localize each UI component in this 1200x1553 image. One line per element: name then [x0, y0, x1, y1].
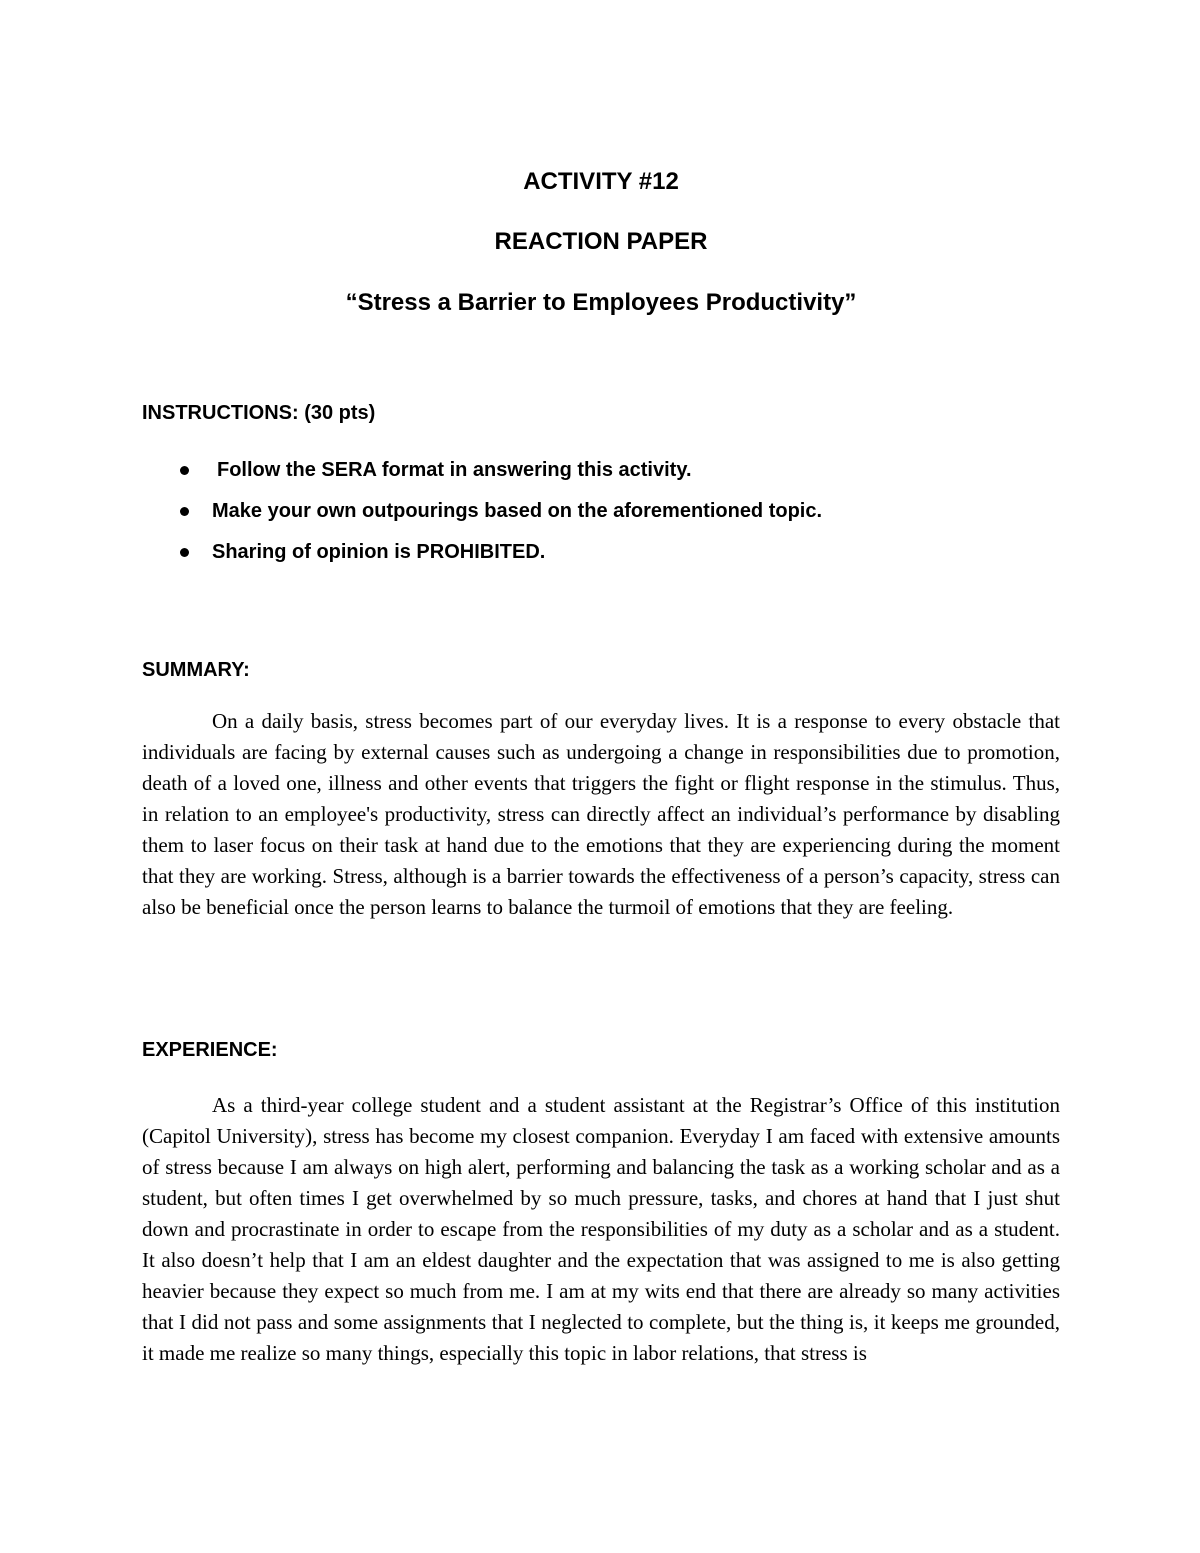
- topic-title: “Stress a Barrier to Employees Productivity”: [345, 289, 857, 316]
- instructions-list: [142, 458, 1060, 581]
- experience-paragraph: As a third-year college student and a student assistant at the Registrar’s Office of this institution (Capitol University), stress has become my closest companion. Everyday I am faced with extensive amounts of stress because I am always on high alert, performing and balancing the task as a working scholar and as a student, but often times I get overwhelmed by so much pressure, tasks, and chores at hand that I just shut down and procrastinate in order to escape from the responsibilities of my duty as a scholar and as a student. It also doesn’t help that I am an eldest daughter and the expectation that was assigned to me is also getting heavier because they expect so much from me. I am at my wits end that there are already so many activities that I did not pass and some assignments that I neglected to complete, but the thing is, it keeps me grounded, it made me realize so many things, especially this topic in labor relations, that stress is: [142, 1093, 1060, 1365]
- bullet-icon: [180, 507, 189, 516]
- activity-title: ACTIVITY #12: [523, 168, 679, 195]
- instruction-item: [142, 540, 1060, 581]
- bullet-icon: [180, 548, 189, 557]
- experience-label: EXPERIENCE:: [142, 1039, 278, 1061]
- summary-paragraph: On a daily basis, stress becomes part of our everyday lives. It is a response to every obstacle that individuals are facing by external causes such as undergoing a change in responsibilities due to promotion, death of a loved one, illness and other events that triggers the fight or flight response in the stimulus. Thus, in relation to an employee's productivity, stress can directly affect an individual’s performance by disabling them to laser focus on their task at hand due to the emotions that they are experiencing during the moment that they are working. Stress, although is a barrier towards the effectiveness of a person’s capacity, stress can also be beneficial once the person learns to balance the turmoil of emotions that they are feeling.: [142, 709, 1060, 919]
- document-page: [142, 0, 1060, 1553]
- instruction-item: [142, 458, 1060, 499]
- instruction-item: [142, 499, 1060, 540]
- bullet-icon: [180, 466, 189, 475]
- instruction-text: Sharing of opinion is PROHIBITED.: [212, 541, 546, 563]
- paper-type-title: REACTION PAPER: [494, 228, 708, 255]
- instruction-text: Make your own outpourings based on the aforementioned topic.: [212, 500, 823, 522]
- instruction-text: Follow the SERA format in answering this activity.: [217, 459, 692, 481]
- instructions-label: INSTRUCTIONS: (30 pts): [142, 402, 376, 424]
- summary-label: SUMMARY:: [142, 659, 250, 681]
